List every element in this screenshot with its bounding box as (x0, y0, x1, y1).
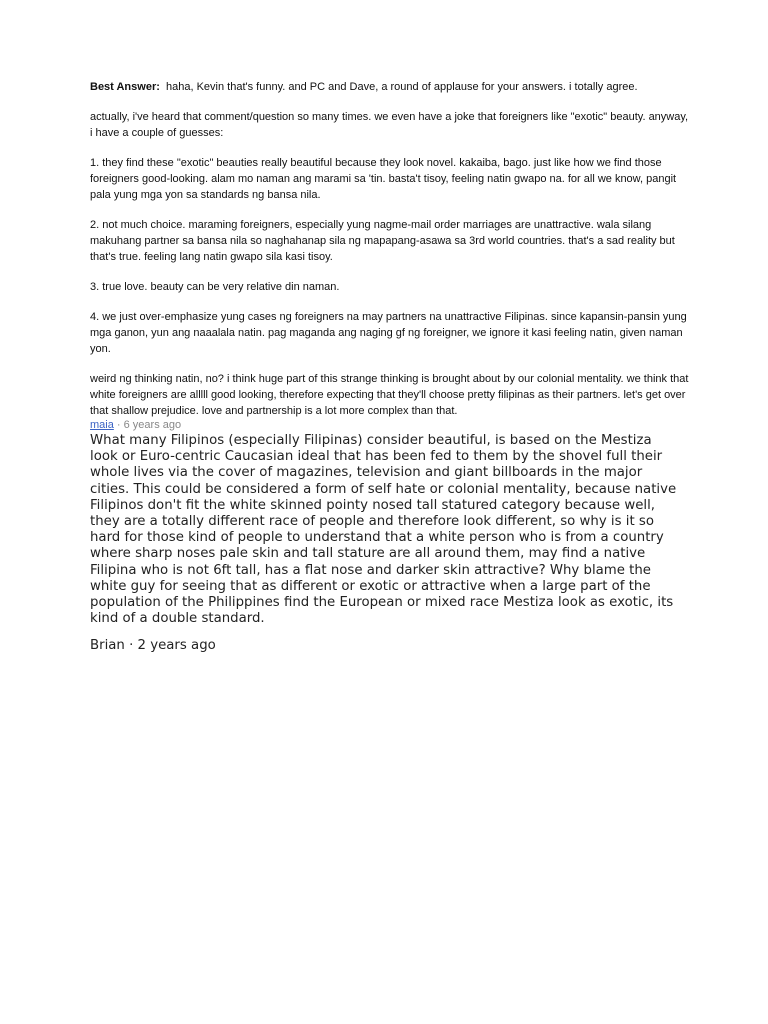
answer-paragraph: 1. they find these "exotic" beauties really beautiful because they look novel. kakaiba, bago. just like how we find those foreigners good-looking. alam mo naman ang marami sa 'tin. basta't tisoy, feeling natin gwapo na. for all we know, pangit pala yung mga yon sa standards ng bansa nila. (90, 157, 677, 201)
best-answer-label: Best Answer: (90, 81, 160, 93)
answer-paragraph: weird ng thinking natin, no? i think huge part of this strange thinking is brought about by our colonial mentality. we think that white foreigners are alllll good looking, therefore expecting that they'll choose pretty filipinas as their partners. let's get over that shallow prejudice. love and partnership is a lot more complex than that. (90, 373, 689, 417)
answer-paragraph: 4. we just over-emphasize yung cases ng foreigners na may partners na unattractive Filipinas. since kapansin-pansin yung mga ganon, yun ang naaalala natin. pag maganda ang naging gf ng foreigner, we ignore it kasi feeling natin, given naman yon. (90, 311, 687, 355)
best-answer-intro-text: haha, Kevin that's funny. and PC and Dave, a round of applause for your answers. i totally agree. (166, 81, 638, 93)
best-answer-block (90, 79, 690, 419)
comment-block (90, 433, 682, 627)
best-answer-meta (90, 419, 690, 431)
author-link[interactable]: maia (90, 419, 114, 431)
best-answer-intro (90, 79, 690, 95)
answer-timestamp: · 6 years ago (116, 419, 182, 431)
answer-paragraph: 2. not much choice. maraming foreigners, especially yung nagme-mail order marriages are unattractive. wala silang makuhang partner sa bansa nila so naghahanap sila ng mapapang-asawa sa 3rd world countries. that's a sad reality but that's true. feeling lang natin gwapo sila kasi tisoy. (90, 219, 675, 263)
document-page (90, 79, 690, 654)
answer-paragraph: 3. true love. beauty can be very relative din naman. (90, 281, 340, 293)
answer-paragraph: actually, i've heard that comment/question so many times. we even have a joke that foreigners like "exotic" beauty. anyway, i have a couple of guesses: (90, 111, 689, 139)
comment-meta: Brian · 2 years ago (90, 638, 216, 654)
comment-text: What many Filipinos (especially Filipinas) consider beautiful, is based on the Mestiza look or Euro-centric Caucasian ideal that has been fed to them by the shovel full their whole lives via the cover of magazines, television and giant billboards in the major cities. This could be considered a form of self hate or colonial mentality, because native Filipinos don't fit the white skinned pointy nosed tall statured category because well, they are a totally different race of people and therefore look different, so why is it so hard for those kind of people to understand that a white person who is from a country where sharp noses pale skin and tall stature are all around them, may find a native Filipina who is not 6ft tall, has a flat nose and darker skin attractive? Why blame the white guy for seeing that as different or exotic or attractive when a large part of the population of the Philippines find the European or mixed race Mestiza look as exotic, its kind of a double standard. (90, 433, 677, 627)
